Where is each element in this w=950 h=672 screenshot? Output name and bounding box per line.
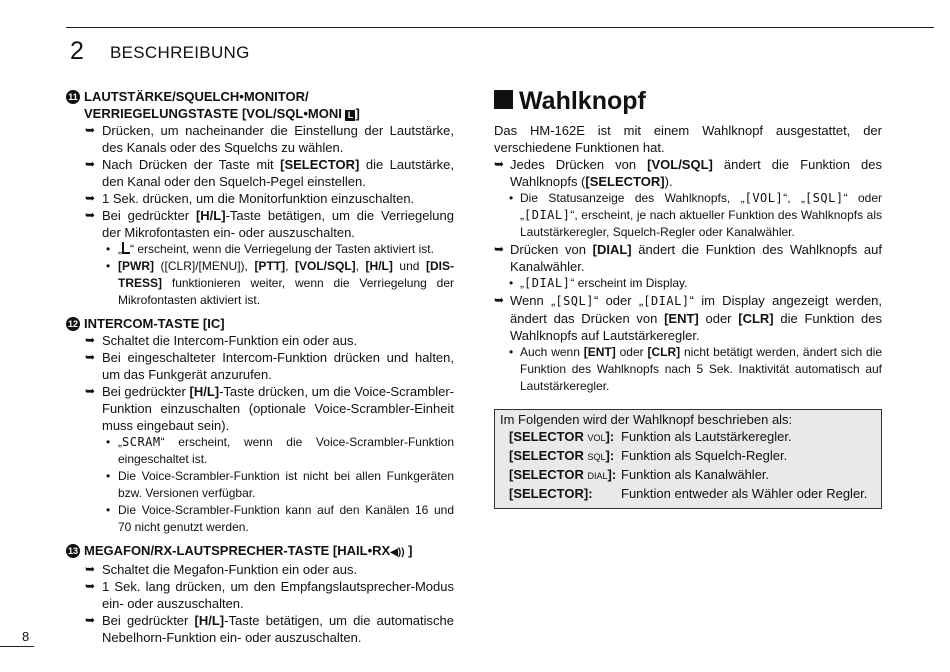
arrow-icon: ➥ <box>85 350 96 364</box>
key-label: [ENT] <box>583 345 616 359</box>
title-end: ] <box>404 543 413 558</box>
key-label: [H/L] <box>194 613 225 628</box>
item-text: “ oder „ <box>593 293 644 308</box>
list-item <box>84 207 454 241</box>
key-label: [SELECTOR] <box>280 157 360 172</box>
left-column <box>66 88 454 646</box>
arrow-icon: ➥ <box>85 384 96 398</box>
key-text: [SELECTOR <box>509 467 588 482</box>
section-11 <box>66 88 454 309</box>
item-text: -Taste drücken, um die Voice-Scrambler-Funktion einzuschalten (optionale Voice-Scrambler-Einheit muss eingebaut sein). <box>102 384 454 433</box>
lcd-text: [DIAL] <box>524 276 571 290</box>
section-title: INTERCOM-TASTE [IC] <box>84 316 225 331</box>
sub-text: “ erscheint, wenn die Voice-Scrambler-Funktion eingeschaltet ist. <box>118 435 454 466</box>
key-label: [DIAL] <box>592 242 632 257</box>
list-item <box>84 561 454 578</box>
key-label: [PWR] <box>118 259 154 273</box>
key-text: [SELECTOR <box>509 448 588 463</box>
item-text: die Lautstärke, den Kanal oder den Squelch-Pegel einstellen. <box>102 157 454 189</box>
title-text: MEGAFON/RX-LAUTSPRECHER-TASTE [HAIL•RX <box>84 543 391 558</box>
arrow-icon: ➥ <box>85 333 96 347</box>
bullet-icon: • <box>106 469 111 483</box>
key-end: ]: <box>607 467 617 482</box>
sub-item <box>84 241 454 258</box>
key-end: ]: <box>605 448 615 463</box>
sub-text: “ oder „ <box>520 191 882 222</box>
sub-text: “, erscheint, je nach aktueller Funktion des Wahlknopfs als Lautstärkeregler, Squelch-Regler oder Kanalwähler. <box>520 208 882 239</box>
info-box-intro: Im Folgenden wird der Wahlknopf beschrieben als: <box>500 412 793 427</box>
item-text: ). <box>664 174 673 189</box>
arrow-icon: ➥ <box>85 562 96 576</box>
item-text: Drücken von <box>510 242 593 257</box>
key-suffix: DIAL <box>587 471 608 481</box>
sub-text: “, „ <box>783 191 805 205</box>
bullet-icon: • <box>106 242 111 256</box>
section-13 <box>66 542 454 646</box>
key-suffix: VOL <box>587 433 606 443</box>
item-text: Jedes Drücken von <box>510 157 648 172</box>
key-label: [DIS-TRESS] <box>118 259 454 290</box>
item-text: Schaltet die Intercom-Funktion ein oder aus. <box>102 333 358 348</box>
info-key <box>500 428 621 447</box>
bullet-icon: • <box>509 191 514 205</box>
sub-item <box>84 502 454 536</box>
list-item <box>84 122 454 156</box>
list-item <box>84 156 454 190</box>
section-heading <box>494 86 882 116</box>
sub-text: Auch wenn <box>520 345 584 359</box>
bullet-icon: • <box>106 503 111 517</box>
key-label: [CLR] <box>738 311 774 326</box>
sub-text: oder <box>615 345 648 359</box>
item-text: ändert die Funktion des Wahlknopfs auf Kanalwähler. <box>510 242 882 274</box>
info-value: Funktion entweder als Wähler oder Regler. <box>621 486 868 501</box>
arrow-icon: ➥ <box>494 242 505 256</box>
arrow-icon: ➥ <box>85 208 96 222</box>
sub-list <box>84 434 454 536</box>
sub-text: nicht betätigt werden, ändert sich die Funktion des Wahlknopfs nach 5 Sek. Inaktivität automatisch auf Lautstärkeregler. <box>520 345 882 393</box>
bullet-icon: • <box>106 259 111 273</box>
sub-item <box>84 468 454 502</box>
item-text: Drücken, um nacheinander die Einstellung der Lautstärke, des Kanals oder des Squelchs zu wählen. <box>102 123 454 155</box>
lcd-text: [SQL] <box>555 294 594 308</box>
arrow-icon: ➥ <box>85 157 96 171</box>
list-item <box>84 332 454 349</box>
info-key <box>500 485 621 504</box>
item-text: die Funktion des Wahlknopfs auf Lautstärkeregler. <box>510 311 882 343</box>
section-12 <box>66 315 454 536</box>
header-rule <box>66 27 934 28</box>
lock-icon <box>122 242 130 254</box>
heading-text: Wahlknopf <box>519 87 646 115</box>
key-suffix: SQL <box>587 452 606 462</box>
sub-text: Die Statusanzeige des Wahlknopfs, „ <box>520 191 745 205</box>
sub-text: funktionieren weiter, wenn die Verriegelung der Mikrofontasten aktiviert ist. <box>118 276 454 307</box>
arrow-icon: ➥ <box>494 157 505 171</box>
chapter-title: BESCHREIBUNG <box>110 43 250 62</box>
lcd-text: [SQL] <box>804 191 844 205</box>
item-list <box>84 122 454 241</box>
item-text: Schaltet die Megafon-Funktion ein oder aus. <box>102 562 358 577</box>
list-item <box>84 578 454 612</box>
bullet-icon: • <box>509 276 514 290</box>
square-bullet-icon <box>494 90 513 109</box>
sub-text: „ <box>118 435 122 449</box>
info-key <box>500 466 621 485</box>
right-column <box>494 86 882 509</box>
item-text: oder <box>698 311 739 326</box>
arrow-icon: ➥ <box>85 191 96 205</box>
key-end: ]: <box>605 429 615 444</box>
list-item <box>84 383 454 434</box>
item-text: -Taste betätigen, um die Verriegelung der Mikrofontasten ein- oder auszuschalten. <box>102 208 454 240</box>
title-line: LAUTSTÄRKE/SQUELCH•MONITOR/ <box>84 89 309 104</box>
key-label: [PTT] <box>254 259 286 273</box>
item-text: 1 Sek. lang drücken, um den Empfangslautsprecher-Modus ein- oder auszuschalten. <box>102 579 454 611</box>
bullet-icon: • <box>509 345 514 359</box>
key-label: [H/L] <box>189 384 220 399</box>
key-label: [SELECTOR] <box>585 174 665 189</box>
key-text: [SELECTOR] <box>509 486 589 501</box>
sub-item <box>84 258 454 309</box>
info-value: Funktion als Lautstärkeregler. <box>621 429 792 444</box>
page-number: 8 <box>22 629 30 644</box>
list-item <box>494 292 882 344</box>
key-label: [VOL/SQL] <box>647 157 713 172</box>
item-text: Wenn „ <box>510 293 556 308</box>
item-text: Nach Drücken der Taste mit <box>102 157 281 172</box>
section-number: 11 <box>66 90 80 104</box>
info-value: Funktion als Squelch-Regler. <box>621 448 788 463</box>
section-title <box>84 88 454 122</box>
key-label: [H/L] <box>365 259 393 273</box>
sub-item <box>494 275 882 292</box>
info-value: Funktion als Kanalwähler. <box>621 467 770 482</box>
list-item <box>494 156 882 190</box>
info-row <box>500 428 877 447</box>
info-row <box>500 466 877 485</box>
sub-text: , <box>355 259 366 273</box>
sub-list <box>84 241 454 309</box>
info-box <box>494 409 882 509</box>
key-label: [VOL/SQL] <box>294 259 356 273</box>
key-text: [SELECTOR <box>509 429 588 444</box>
title-end: ] <box>355 106 360 121</box>
list-item <box>84 190 454 207</box>
sub-item <box>494 190 882 241</box>
speaker-icon: ◀)) <box>390 547 405 558</box>
sub-text: , <box>285 259 295 273</box>
sub-item <box>494 344 882 395</box>
sub-text: ([CLR]/[MENU]), <box>154 259 255 273</box>
section-number: 12 <box>67 319 78 329</box>
list-item <box>84 349 454 383</box>
info-key <box>500 447 621 466</box>
info-row <box>500 485 877 504</box>
item-list <box>84 561 454 646</box>
key-label: [H/L] <box>195 208 226 223</box>
sub-item <box>84 434 454 468</box>
item-text: Bei eingeschalteter Intercom-Funktion drücken und halten, um das Funkgerät anzurufen. <box>102 350 454 382</box>
lcd-text: [DIAL] <box>643 294 690 308</box>
sub-text: „ <box>520 276 524 290</box>
sub-text: und <box>392 259 426 273</box>
intro-paragraph: Das HM-162E ist mit einem Wahlknopf ausgestattet, der verschiedene Funktionen hat. <box>494 123 882 155</box>
bullet-icon: • <box>106 435 111 449</box>
key-label: [ENT] <box>664 311 699 326</box>
lock-key-icon: L <box>345 110 355 121</box>
item-text: 1 Sek. drücken, um die Monitorfunktion einzuschalten. <box>102 191 415 206</box>
section-title <box>84 542 454 561</box>
key-end: : <box>588 486 593 501</box>
list-item <box>494 241 882 275</box>
info-row <box>500 447 877 466</box>
item-text: -Taste betätigen, um die automatische Nebelhorn-Funktion ein- oder auszuschalten. <box>102 613 454 645</box>
item-text: ändert die Funktion des Wahlknopfs ( <box>510 157 882 189</box>
item-text: “ im Display angezeigt werden, ändert das Drücken von <box>510 293 883 326</box>
arrow-icon: ➥ <box>85 579 96 593</box>
sub-text: „ <box>118 242 122 256</box>
item-text: Bei gedrückter <box>102 208 196 223</box>
item-list <box>84 332 454 434</box>
arrow-icon: ➥ <box>85 613 96 627</box>
sub-text: “ erscheint, wenn die Verriegelung der Tasten aktiviert ist. <box>130 242 434 256</box>
sub-text: Die Voice-Scrambler-Funktion ist nicht bei allen Funkgeräten bzw. Versionen verfügbar. <box>118 469 454 500</box>
section-number: 13 <box>67 546 78 556</box>
lcd-text: [VOL] <box>744 191 784 205</box>
list-item <box>84 612 454 646</box>
item-text: Bei gedrückter <box>102 384 190 399</box>
key-label: [CLR] <box>647 345 681 359</box>
arrow-icon: ➥ <box>85 123 96 137</box>
chapter-number: 2 <box>70 37 84 65</box>
sub-text: Die Voice-Scrambler-Funktion kann auf den Kanälen 16 und 70 nicht genutzt werden. <box>118 503 454 534</box>
arrow-icon: ➥ <box>494 293 505 307</box>
sub-text: “ erscheint im Display. <box>570 276 688 290</box>
title-line: VERRIEGELUNGSTASTE [VOL/SQL•MONI <box>84 106 346 121</box>
lcd-text: [DIAL] <box>524 208 571 222</box>
lcd-text: SCRAM <box>122 435 161 449</box>
item-text: Bei gedrückter <box>102 613 195 628</box>
page-number-rule <box>0 646 34 647</box>
